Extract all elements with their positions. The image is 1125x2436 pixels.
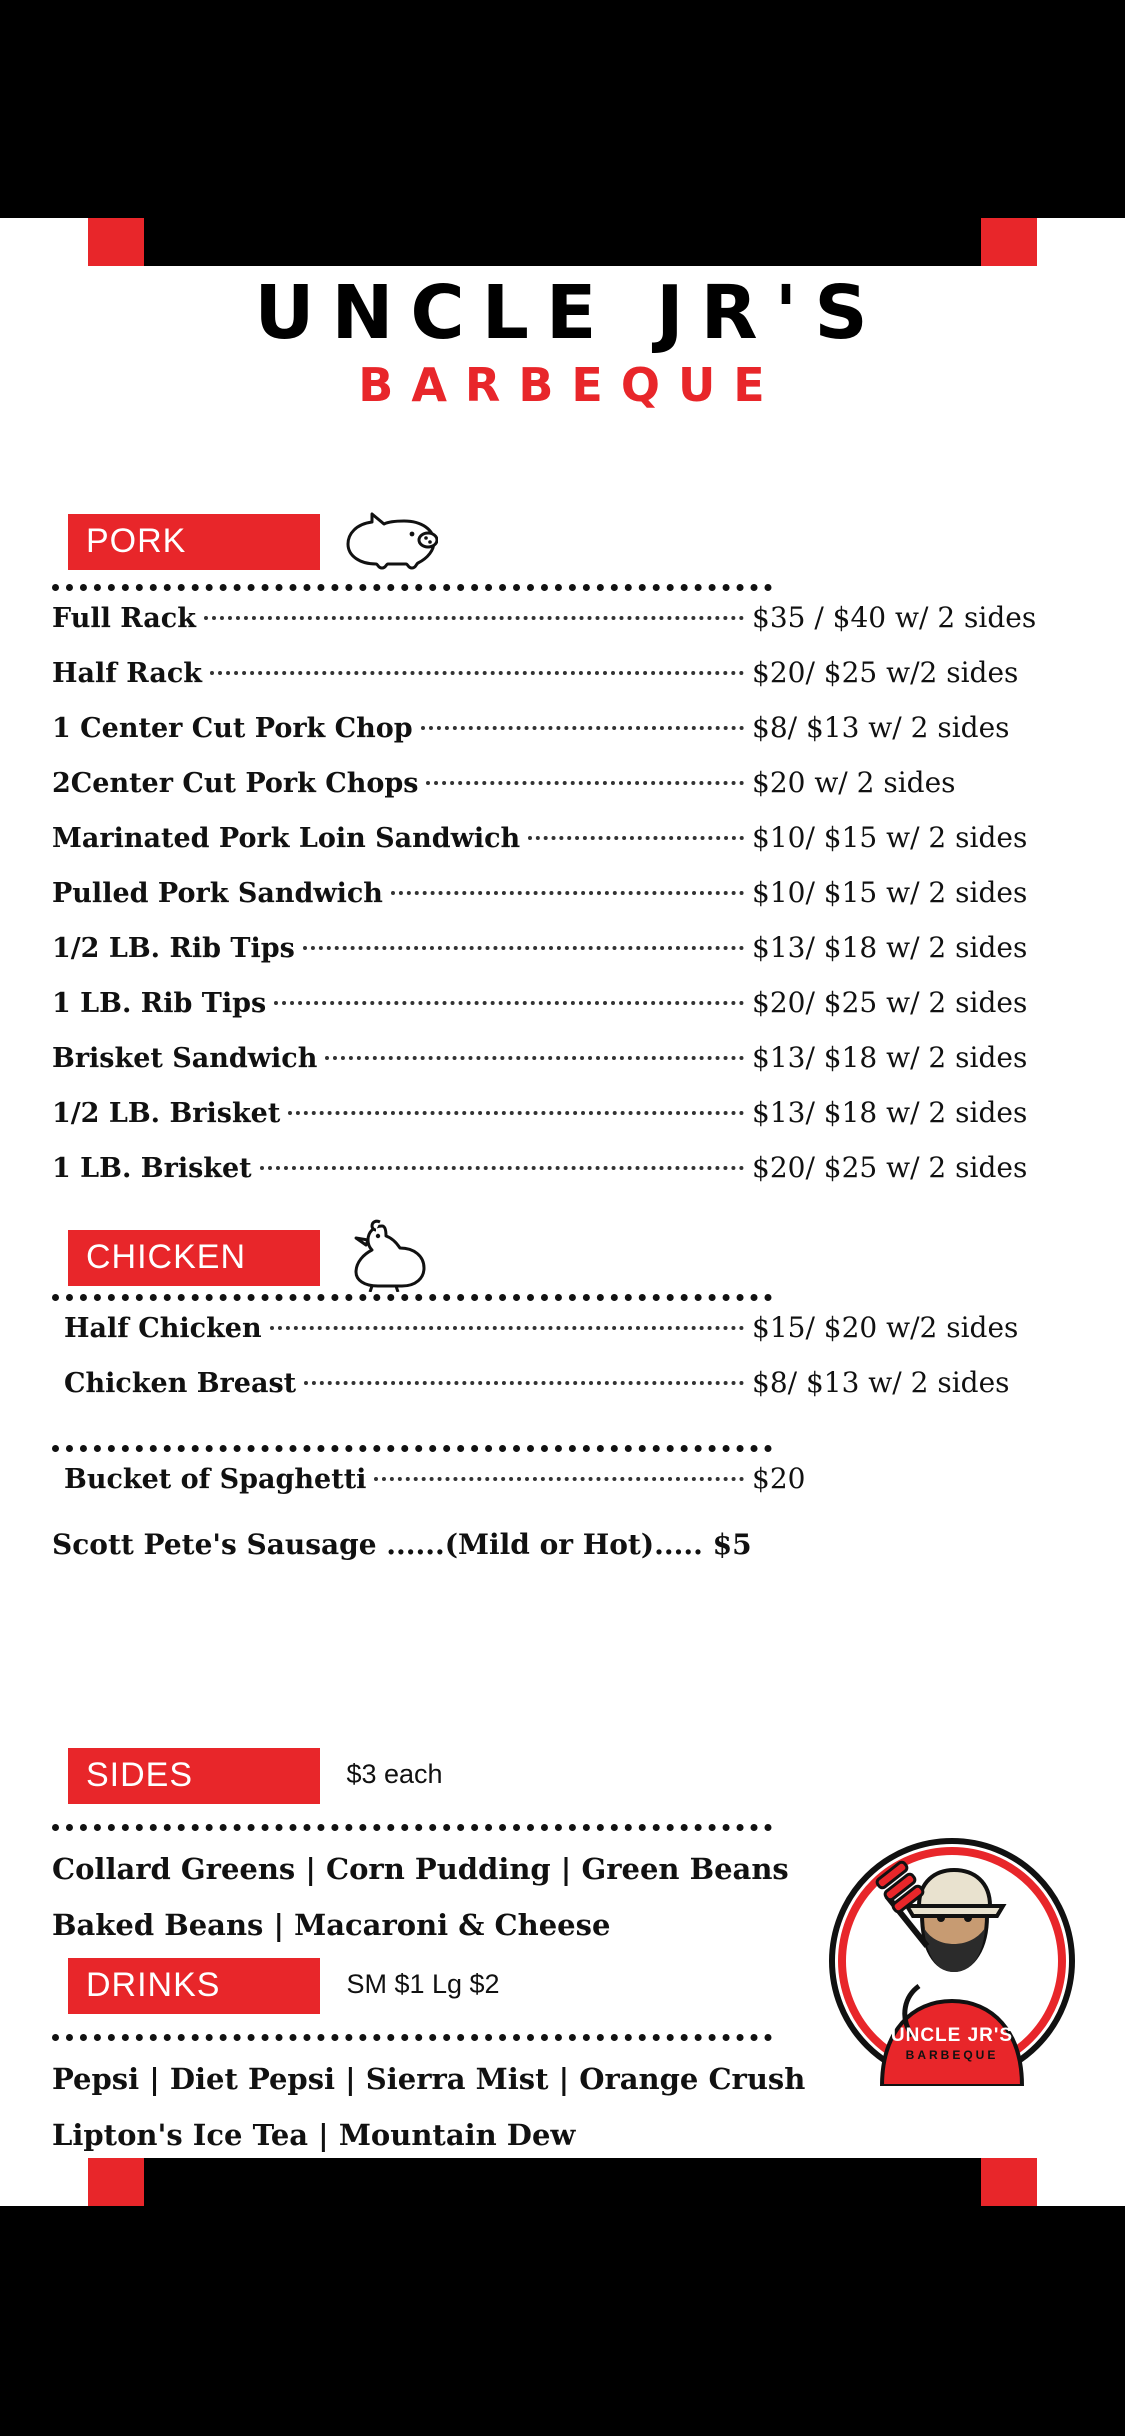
menu-item [52, 821, 1082, 876]
leader-dots [288, 1111, 744, 1115]
leader-dots [325, 1056, 744, 1060]
item-name: Chicken Breast [64, 1368, 297, 1399]
section-label-drinks: DRINKS [68, 1958, 320, 2014]
brand-name: UNCLE JR'S [254, 270, 885, 356]
menu-item [64, 1462, 1082, 1517]
item-price: $13/ $18 w/ 2 sides [752, 1041, 1028, 1074]
item-price: $8/ $13 w/ 2 sides [752, 711, 1010, 744]
drinks-price-note: SM $1 Lg $2 [346, 1968, 500, 1999]
section-header-sides [68, 1748, 1125, 1804]
item-price: $13/ $18 w/ 2 sides [752, 1096, 1028, 1129]
sides-price-note: $3 each [346, 1758, 443, 1789]
leader-dots [426, 781, 744, 785]
section-label-pork: PORK [68, 514, 320, 570]
section-divider-pork [52, 576, 772, 591]
brand-subtitle: BARBEQUE [358, 358, 783, 412]
item-name: 1 LB. Brisket [52, 1153, 252, 1184]
menu-item [52, 986, 1082, 1041]
section-label-sides: SIDES [68, 1748, 320, 1804]
menu-item [52, 766, 1082, 821]
bottom-black-bar [88, 2158, 1037, 2206]
leader-dots [374, 1477, 744, 1481]
section-divider-drinks [52, 2026, 772, 2041]
pig-icon [342, 508, 438, 575]
menu-sheet [0, 218, 1125, 2206]
menu-list-chicken [52, 1311, 1082, 1421]
chicken-icon [342, 1218, 434, 1297]
item-name: Full Rack [52, 603, 196, 634]
item-name: Pulled Pork Sandwich [52, 878, 383, 909]
logo-text-bottom: BARBEQUE [905, 2048, 999, 2062]
corner-accent-bottom-left [88, 2158, 144, 2206]
leader-dots [204, 616, 744, 620]
drinks-line-1: Pepsi | Diet Pepsi | Sierra Mist | Orange Crush [52, 2062, 806, 2096]
menu-item [52, 876, 1082, 931]
item-name: 2Center Cut Pork Chops [52, 768, 419, 799]
item-price: $20 [752, 1462, 806, 1495]
item-name: Half Rack [52, 658, 202, 689]
menu-item [52, 711, 1082, 766]
leader-dots [274, 1001, 744, 1005]
menu-item [52, 656, 1082, 711]
item-price: $15/ $20 w/2 sides [752, 1311, 1019, 1344]
item-price: $13/ $18 w/ 2 sides [752, 931, 1028, 964]
leader-dots [528, 836, 744, 840]
leader-dots [260, 1166, 744, 1170]
item-price: $10/ $15 w/ 2 sides [752, 876, 1028, 909]
logo-text-top: UNCLE JR'S [890, 2025, 1014, 2046]
menu-item [52, 601, 1082, 656]
leader-dots [210, 671, 744, 675]
brand-title [0, 270, 1125, 412]
section-divider-sides [52, 1816, 772, 1831]
menu-item [64, 1311, 1082, 1366]
menu-list-extras [52, 1462, 1082, 1573]
section-divider-extras [52, 1437, 772, 1452]
section-header-pork [68, 508, 1125, 564]
item-name: 1 LB. Rib Tips [52, 988, 267, 1019]
leader-dots [270, 1326, 744, 1330]
top-black-bar [88, 218, 1037, 266]
corner-accent-top-left [88, 218, 144, 266]
logo-badge [827, 1836, 1077, 2086]
section-pork [0, 508, 1125, 1206]
menu-item [52, 1151, 1082, 1206]
item-price: $8/ $13 w/ 2 sides [752, 1366, 1010, 1399]
item-price: $20/ $25 w/2 sides [752, 656, 1019, 689]
item-price: $20/ $25 w/ 2 sides [752, 1151, 1028, 1184]
item-name: 1/2 LB. Rib Tips [52, 933, 295, 964]
section-chicken [0, 1218, 1125, 1573]
item-name: Bucket of Spaghetti [64, 1464, 367, 1495]
leader-dots [421, 726, 744, 730]
menu-item [52, 1041, 1082, 1096]
corner-accent-top-right [981, 218, 1037, 266]
section-label-chicken: CHICKEN [68, 1230, 320, 1286]
sides-line-1: Collard Greens | Corn Pudding | Green Beans [52, 1852, 789, 1886]
drinks-line-2: Lipton's Ice Tea | Mountain Dew [52, 2118, 576, 2152]
menu-item [52, 931, 1082, 986]
leader-dots [303, 946, 744, 950]
menu-item-sausage: Scott Pete's Sausage ......(Mild or Hot)..... $5 [52, 1528, 752, 1561]
item-name: Marinated Pork Loin Sandwich [52, 823, 521, 854]
menu-item [52, 1096, 1082, 1151]
item-name: 1 Center Cut Pork Chop [52, 713, 413, 744]
corner-accent-bottom-right [981, 2158, 1037, 2206]
menu-item [64, 1366, 1082, 1421]
menu-list-pork [52, 601, 1082, 1206]
sides-line-2: Baked Beans | Macaroni & Cheese [52, 1908, 611, 1942]
section-header-chicken [68, 1218, 1125, 1274]
item-name: 1/2 LB. Brisket [52, 1098, 281, 1129]
item-price: $10/ $15 w/ 2 sides [752, 821, 1028, 854]
leader-dots [304, 1381, 744, 1385]
leader-dots [391, 891, 744, 895]
bottom-frame [0, 2158, 1125, 2206]
item-name: Brisket Sandwich [52, 1043, 318, 1074]
item-name: Half Chicken [64, 1313, 262, 1344]
item-price: $35 / $40 w/ 2 sides [752, 601, 1037, 634]
item-price: $20/ $25 w/ 2 sides [752, 986, 1028, 1019]
item-price: $20 w/ 2 sides [752, 766, 956, 799]
